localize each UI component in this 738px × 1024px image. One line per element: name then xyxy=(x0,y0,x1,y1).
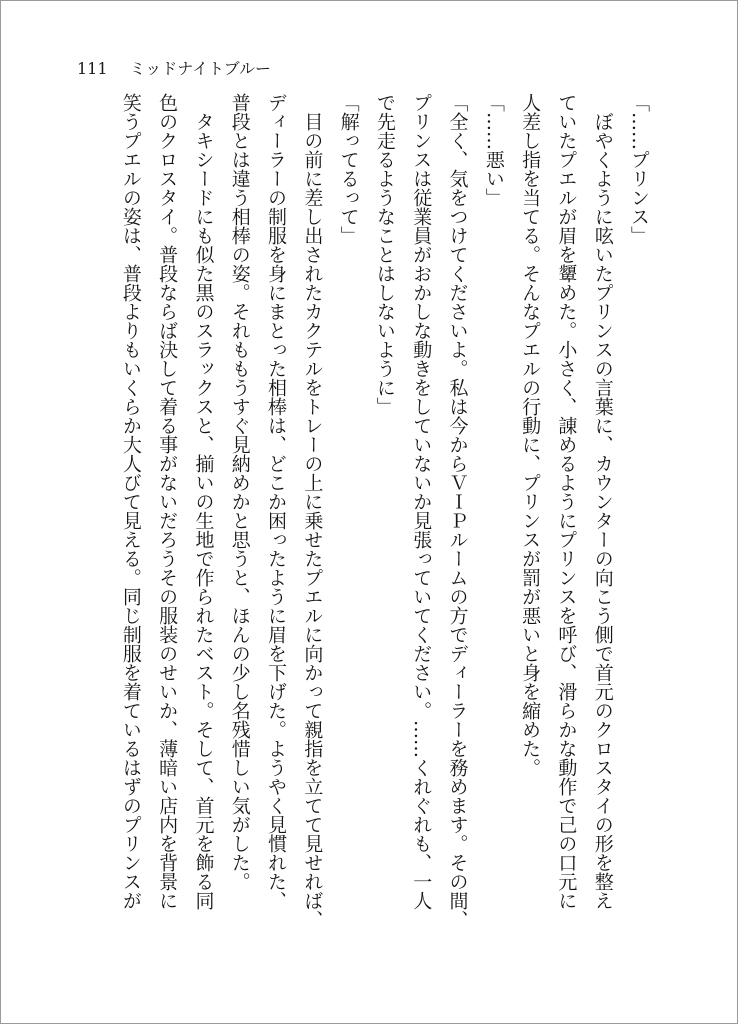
text-line: 笑うプエルの姿は、普段よりもいくらか大人びて見える。同じ制服を着ているはずのプリンスが xyxy=(119,93,142,910)
text-line: 「全く、気をつけてくださいよ。私は今からＶＩＰルームの方でディーラーを務めます。その間、 xyxy=(446,93,469,929)
page-header xyxy=(77,56,271,79)
text-line: 普段とは違う相棒の姿。それももうすぐ見納めかと思うと、ほんの少し名残惜しい気がした。 xyxy=(228,93,251,891)
text-line: 「……悪い」 xyxy=(482,93,505,207)
running-title: ミッドナイトブルー xyxy=(129,59,271,78)
text-line: 人差し指を当てる。そんなプエルの行動に、プリンスが罰が悪いと身を縮めた。 xyxy=(519,93,542,777)
text-line: 目の前に差し出されたカクテルをトレーの上に乗せたプエルに向かって親指を立てて見せれば、 xyxy=(301,93,324,929)
vertical-body-text xyxy=(113,93,657,973)
text-line: タキシードにも似た黒のスラックスと、揃いの生地で作られたベスト。そして、首元を飾る同 xyxy=(192,93,215,910)
text-line: ディーラーの制服を身にまとった相棒は、どこか困ったように眉を下げた。ようやく見慣れた、 xyxy=(265,93,288,910)
text-line: 「解ってるって」 xyxy=(337,93,360,245)
text-line: で先走るようなことはしないように」 xyxy=(373,93,396,416)
page-number: 111 xyxy=(77,59,108,78)
text-line: 「……プリンス」 xyxy=(628,93,650,245)
text-line: ぼやくように呟いたプリンスの言葉に、カウンターの向こう側で首元のクロスタイの形を整え xyxy=(591,93,614,910)
text-line: 色のクロスタイ。普段ならば決して着る事がないだろうその服装のせいか、薄暗い店内を背景に xyxy=(156,93,179,910)
text-line: プリンスは従業員がおかしな動きをしていないか見張っていてください。……くれぐれも、一人 xyxy=(410,93,433,910)
text-line: ていたプエルが眉を顰めた。小さく、諌めるようにプリンスを呼び、滑らかな動作で己の口元に xyxy=(555,93,578,910)
